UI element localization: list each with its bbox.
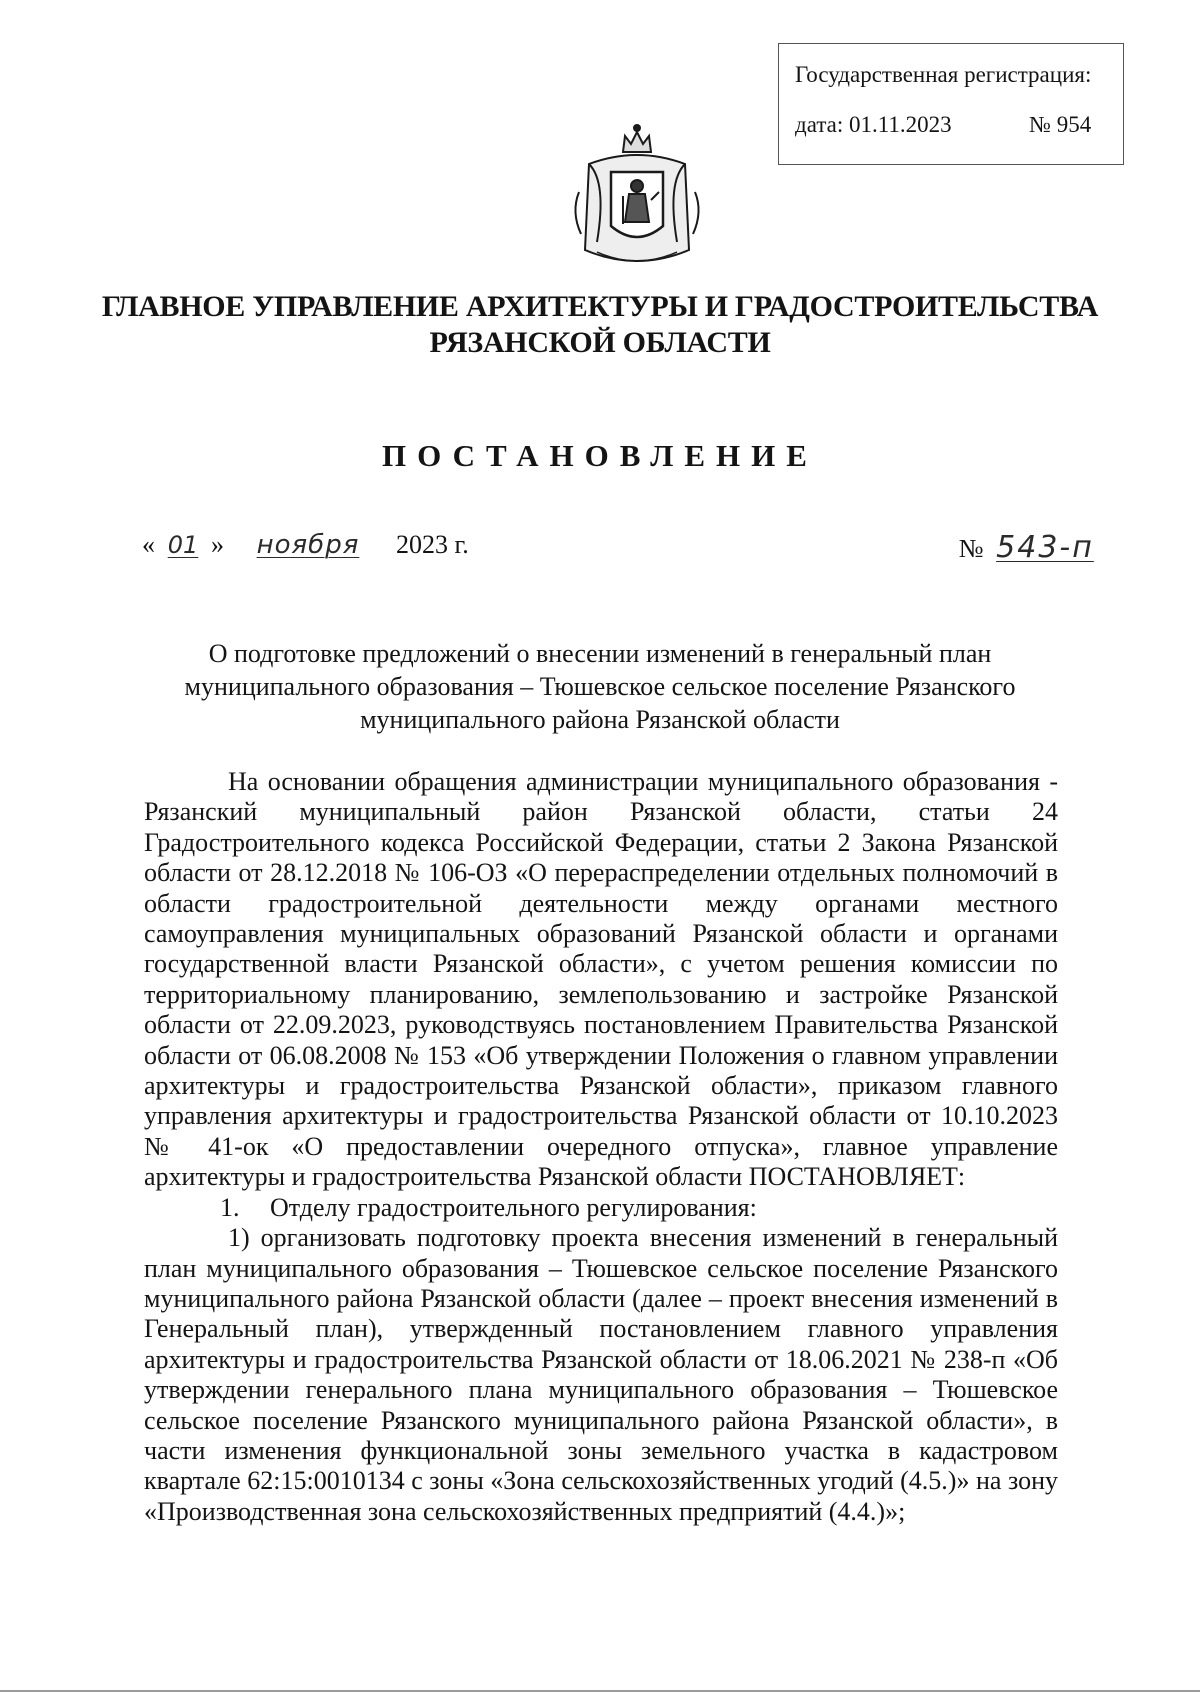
number-handwritten: 543-п (996, 530, 1094, 565)
numbered-item-1 (144, 1193, 1058, 1223)
preamble-paragraph: На основании обращения администрации муниципального образования - Рязанский муниципальный район Рязанской области, статьи 24 Градостроительного кодекса Российской Федерации, статьи 2 Закона Рязанской области от 28.12.2018 № 106-ОЗ «О перераспределении отдельных полномочий в области градостроительной деятельности между органами местного самоуправления муниципальных образований Рязанской области и органами государственной власти Рязанской области», с учетом решения комиссии по территориальному планированию, землепользованию и застройке Рязанской области от 22.09.2023, руководствуясь постановлением Правительства Рязанской области от 06.08.2008 № 153 «Об утверждении Положения о главном управлении архитектуры и градостроительства Рязанской области», приказом главного управления архитектуры и градостроительства Рязанской области от 10.10.2023 № 41-ок «О предоставлении очередного отпуска», главное управление архитектуры и градостроительства Рязанской области ПОСТАНОВЛЯЕТ: (144, 767, 1058, 1192)
document-number (959, 530, 1100, 565)
date-open-quote: « (142, 530, 155, 559)
number-sign: № (958, 534, 984, 563)
date-year: 2023 г. (396, 530, 469, 559)
registration-date: дата: 01.11.2023 (795, 112, 952, 137)
date-close-quote: » (211, 530, 224, 559)
document-subject (140, 637, 1060, 736)
page-bottom-edge (0, 1690, 1200, 1692)
date-month-handwritten: ноября (256, 530, 360, 560)
subitem-1-paragraph: 1) организовать подготовку проекта внесения изменений в генеральный план муниципального образования – Тюшевское сельское поселение Рязанского муниципального района Рязанской области (далее – проект внесения изменений в Генеральный план), утвержденный постановлением главного управления архитектуры и градостроительства Рязанской области от 18.06.2021 № 238-п «Об утверждении генерального плана муниципального образования – Тюшевское сельское поселение Рязанского муниципального района Рязанской области», в части изменения функциональной зоны земельного участка в кадастровом квартале 62:15:0010134 с зоны «Зона сельскохозяйственных угодий (4.5.)» на зону «Производственная зона сельскохозяйственных предприятий (4.4.)»; (144, 1223, 1058, 1526)
registration-number: № 954 (1029, 112, 1092, 137)
item-1-marker: 1. (220, 1192, 240, 1222)
subject-line-3: муниципального района Рязанской области (360, 705, 840, 734)
subject-line-1: О подготовке предложений о внесении изменений в генеральный план (208, 639, 992, 668)
date-day-handwritten: 01 (167, 531, 199, 559)
document-body (144, 767, 1058, 1527)
organization-title-line-1: ГЛАВНОЕ УПРАВЛЕНИЕ АРХИТЕКТУРЫ И ГРАДОСТРОИТЕЛЬСТВА (101, 290, 1099, 323)
coat-of-arms-emblem (567, 122, 707, 277)
document-type-heading: ПОСТАНОВЛЕНИЕ (382, 438, 818, 473)
document-date (142, 530, 469, 560)
item-1-text: Отделу градостроительного регулирования: (270, 1192, 757, 1222)
organization-title-line-2: РЯЗАНСКОЙ ОБЛАСТИ (429, 326, 771, 359)
registration-title: Государственная регистрация: (795, 62, 1092, 87)
subject-line-2: муниципального образования – Тюшевское сельское поселение Рязанского (184, 672, 1016, 701)
registration-stamp (778, 43, 1124, 165)
